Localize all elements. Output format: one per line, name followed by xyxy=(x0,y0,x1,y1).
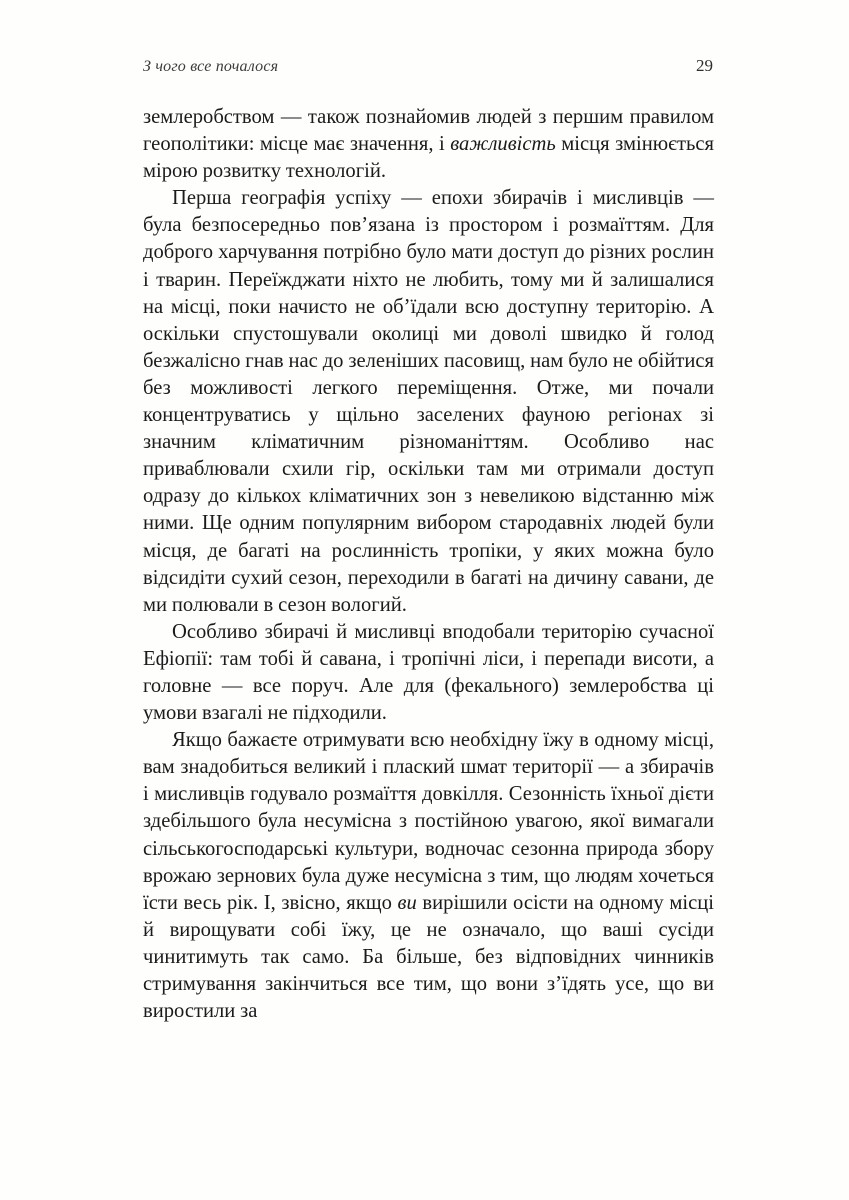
paragraph-2 xyxy=(143,185,714,619)
text-run: Особливо збирачі й мисливці вподобали територію сучасної Ефіопії: там тобі й савана, і тропічні ліси, і перепади висоти, а головне — все поруч. Але для (фекального) землеробства ці умови взагалі не підходили. xyxy=(143,620,714,725)
text-run: вирішили осісти на одному місці й вирощувати собі їжу, це не означало, що ваші сусіди чинитимуть так само. Ба більше, без відповідних чинників стримування закінчиться все тим, що вони з’їдять усе, що ви виростили за xyxy=(143,891,714,1023)
text-run: Якщо бажаєте отримувати всю необхідну їжу в одному місці, вам знадобиться великий і плаский шмат території — а збирачів і мисливців годувало розмаїття довкілля. Сезонність їхньої дієти здебільшого була несумісна з постійною увагою, якої вимагали сільськогосподарські культури, водночас сезонна природа збору врожаю зернових була дуже несумісна з тим, що людям хочеться їсти весь рік. І, звісно, якщо xyxy=(143,729,714,914)
text-run: місця змінюється мірою розвитку технологій. xyxy=(143,133,714,183)
text-run-italic: ви xyxy=(397,891,417,914)
text-run: землеробством — також познайомив людей з першим правилом геополітики: місце має значення, і xyxy=(143,106,714,156)
running-title: З чого все почалося xyxy=(143,58,279,75)
text-run-italic: важливість xyxy=(450,133,556,156)
page-body xyxy=(143,104,714,1025)
text-run: Перша географія успіху — епохи збирачів і мисливців — була безпосередньо пов’язана із простором і розмаїттям. Для доброго харчування потрібно було мати доступ до різних рослин і тварин. Переїжджати ніхто не любить, тому ми й залишалися на місці, поки начисто не об’їдали всю доступну територію. А оскільки спустошували околиці ми доволі швидко й голод безжалісно гнав нас до зеленіших пасовищ, нам було не обійтися без можливості легкого переміщення. Отже, ми почали концентруватись у щільно заселених фауною регіонах зі значним кліматичним різноманіттям. Особливо нас приваблювали схили гір, оскільки там ми отримали доступ одразу до кількох кліматичних зон з невеликою відстанню між ними. Ще одним популярним вибором стародавніх людей були місця, де багаті на рослинність тропіки, у яких можна було відсидіти сухий сезон, переходили в багаті на дичину савани, де ми полювали в сезон вологий. xyxy=(143,187,714,616)
paragraph-3 xyxy=(143,619,714,727)
page-header xyxy=(143,56,713,76)
paragraph-1 xyxy=(143,104,714,185)
paragraph-4 xyxy=(143,727,714,1025)
page-number: 29 xyxy=(696,56,713,75)
